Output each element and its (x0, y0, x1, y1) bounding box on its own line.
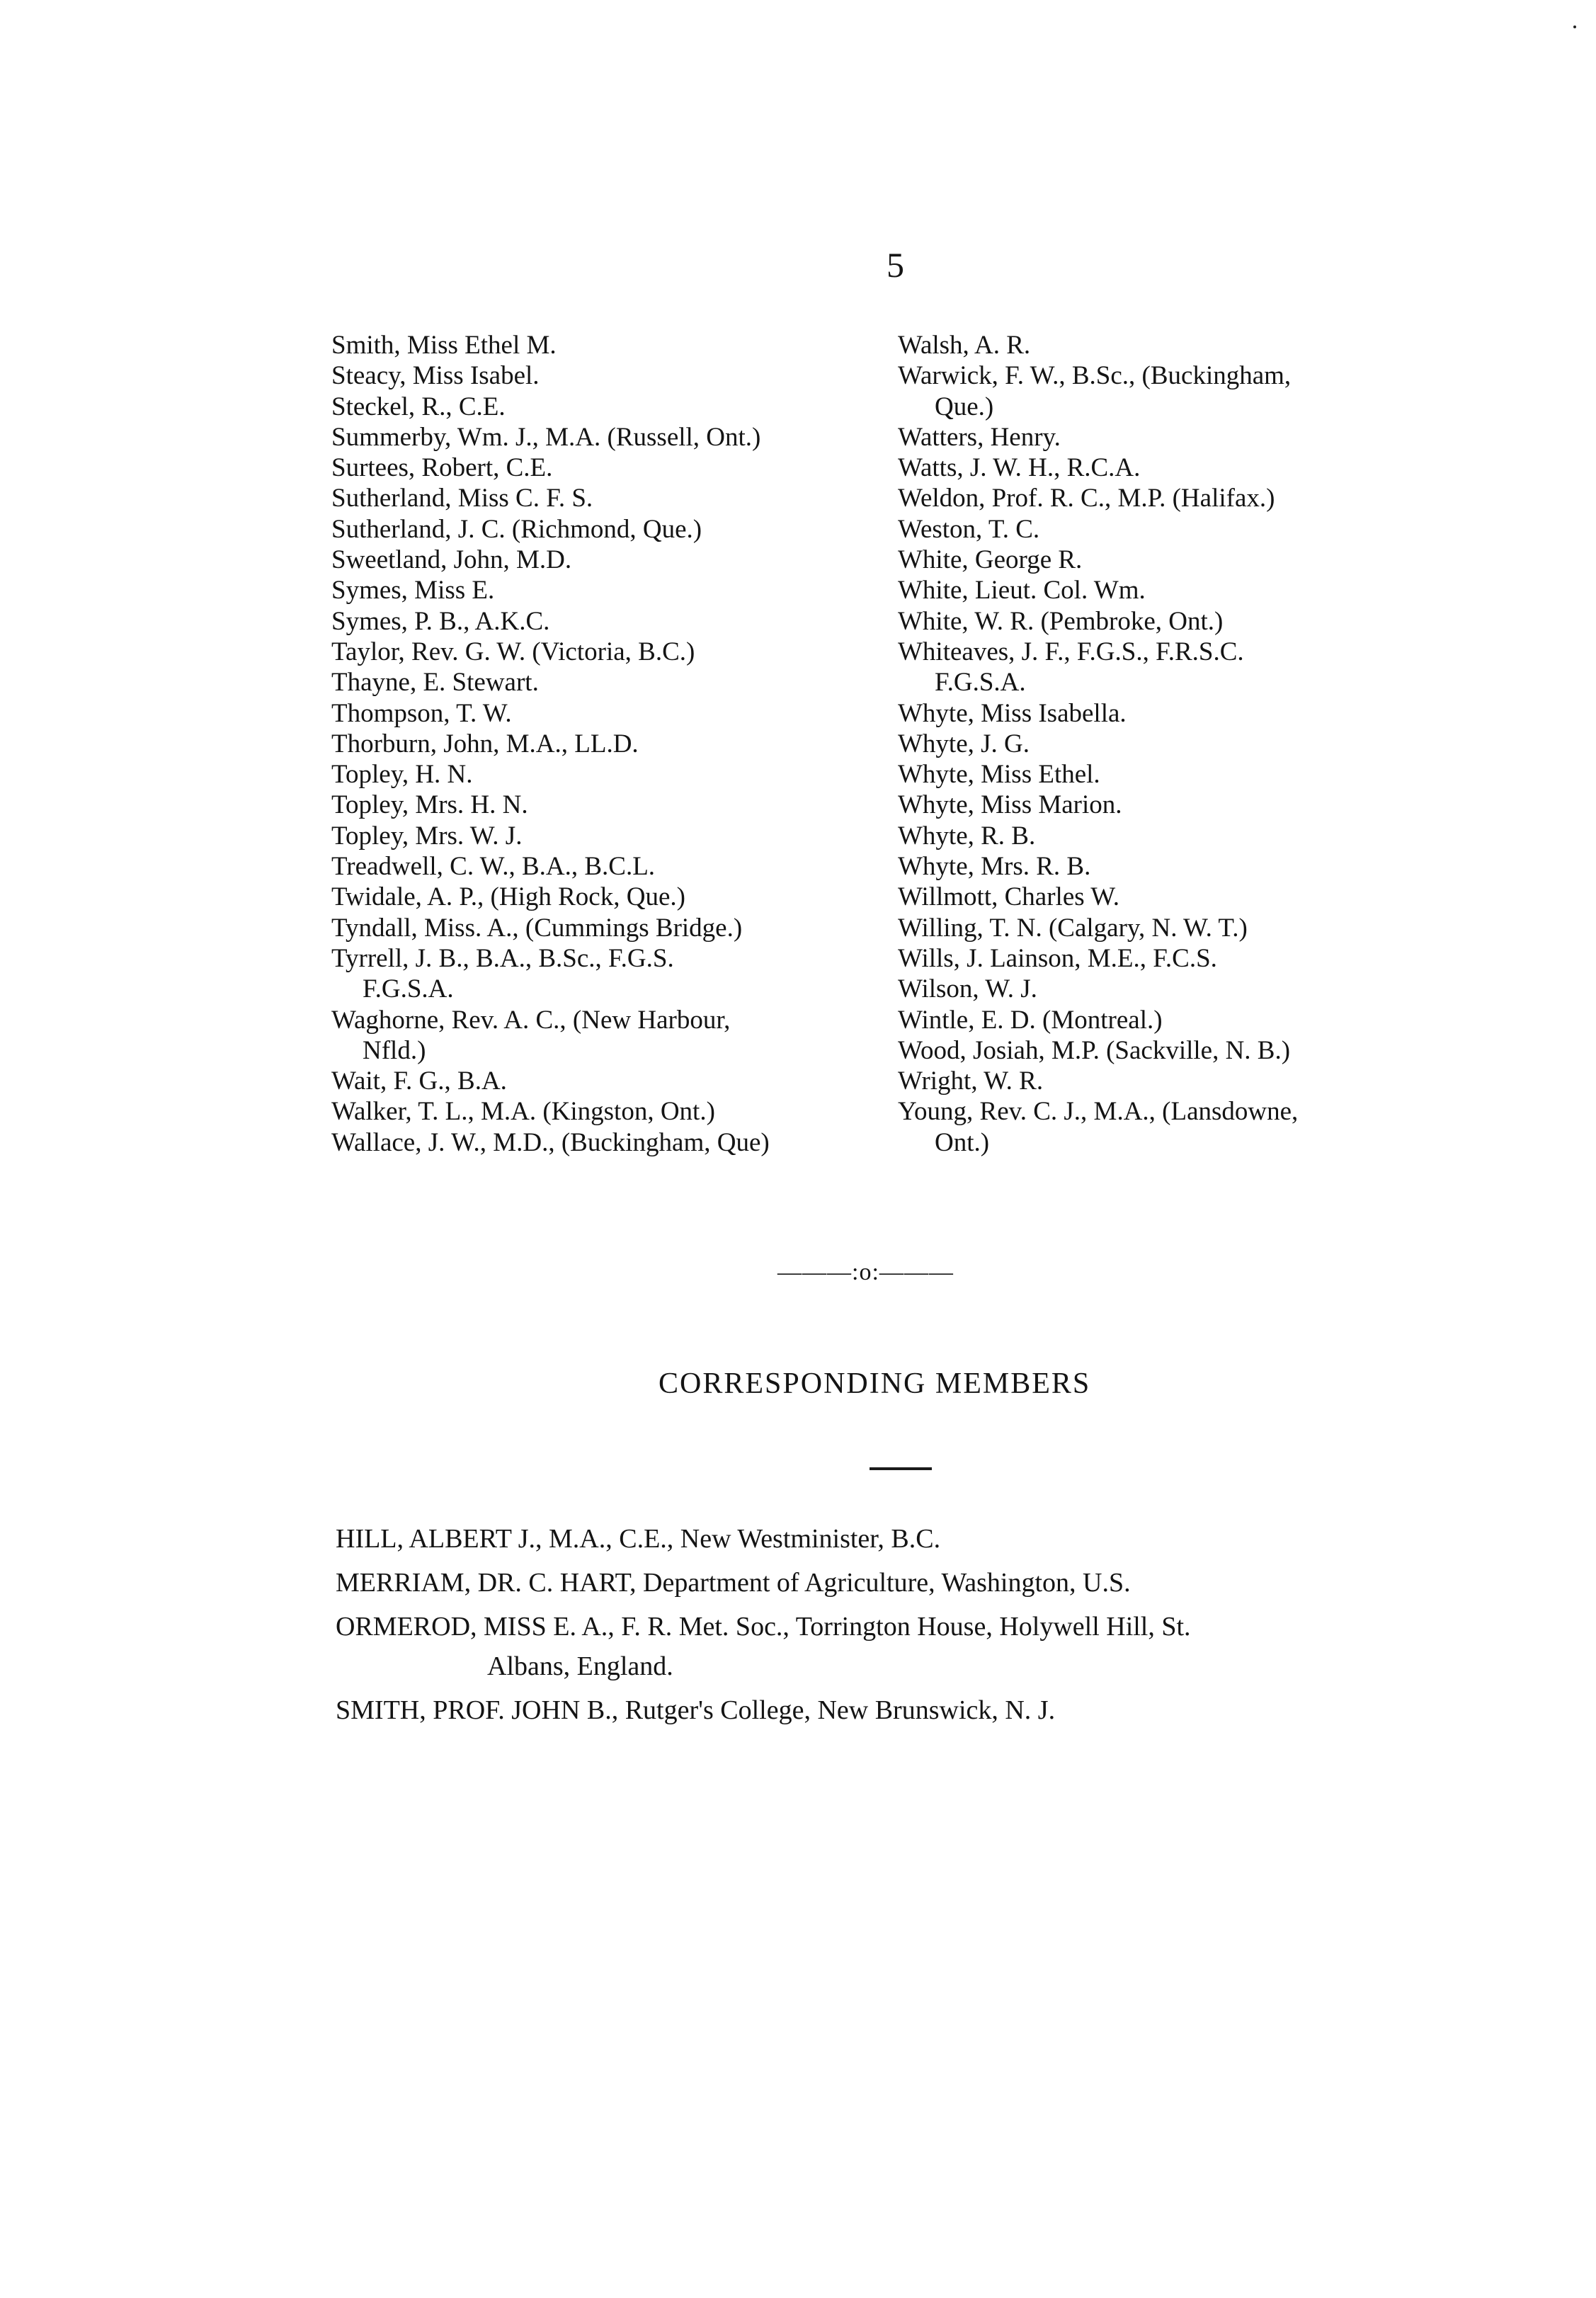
corresponding-member-entry: ORMEROD, MISS E. A., F. R. Met. Soc., Torrington House, Holywell Hill, St. Albans, England. (336, 1607, 1483, 1686)
member-entry: Whyte, J. G. (898, 729, 1030, 758)
member-entry: Whyte, Miss Ethel. (898, 760, 1100, 790)
member-entry: Taylor, Rev. G. W. (Victoria, B.C.) (331, 637, 695, 666)
member-entry: Sutherland, J. C. (Richmond, Que.) (331, 514, 702, 544)
member-entry: Sweetland, John, M.D. (331, 545, 572, 575)
member-entry-continuation: F.G.S.A. (363, 974, 454, 1004)
member-entry-continuation: Nfld.) (363, 1035, 426, 1065)
member-entry-continuation: Que.) (935, 392, 994, 421)
member-entry: Thayne, E. Stewart. (331, 668, 539, 698)
member-entry: Watters, Henry. (898, 422, 1061, 452)
member-entry: Thorburn, John, M.A., LL.D. (331, 729, 639, 758)
member-entry: Symes, P. B., A.K.C. (331, 606, 550, 636)
member-entry: Wilson, W. J. (898, 974, 1037, 1004)
member-entry: Twidale, A. P., (High Rock, Que.) (331, 882, 685, 912)
member-entry: Sutherland, Miss C. F. S. (331, 484, 593, 513)
member-entry: Tyndall, Miss. A., (Cummings Bridge.) (331, 913, 743, 943)
heading-rule (870, 1467, 932, 1470)
member-entry: Warwick, F. W., B.Sc., (Buckingham, Que.) (898, 360, 1486, 422)
member-entry: Walker, T. L., M.A. (Kingston, Ont.) (331, 1097, 715, 1127)
member-entry: Watts, J. W. H., R.C.A. (898, 453, 1141, 483)
member-entry: Wright, W. R. (898, 1066, 1044, 1096)
member-entry: Walsh, A. R. (898, 331, 1031, 360)
member-entry: Whyte, Miss Isabella. (898, 698, 1127, 728)
member-entry: White, George R. (898, 545, 1083, 575)
member-entry-continuation: Ont.) (935, 1127, 990, 1157)
member-entry: Wintle, E. D. (Montreal.) (898, 1005, 1163, 1035)
member-entry: Smith, Miss Ethel M. (331, 331, 557, 360)
member-entry: Weston, T. C. (898, 514, 1040, 544)
corresponding-member-entry: MERRIAM, DR. C. HART, Department of Agriculture, Washington, U.S. (336, 1568, 1131, 1598)
member-entry: Steckel, R., C.E. (331, 392, 506, 421)
corresponding-member-entry: SMITH, PROF. JOHN B., Rutger's College, New Brunswick, N. J. (336, 1695, 1056, 1725)
corresponding-member-entry: HILL, ALBERT J., M.A., C.E., New Westminister, B.C. (336, 1524, 941, 1554)
member-entry: Whiteaves, J. F., F.G.S., F.R.S.C. F.G.S.A. (898, 637, 1486, 698)
member-entry: Surtees, Robert, C.E. (331, 453, 553, 483)
member-entry: Wait, F. G., B.A. (331, 1066, 507, 1096)
section-separator: ———:o:——— (777, 1259, 954, 1285)
member-entry: Willmott, Charles W. (898, 882, 1120, 912)
scan-speck (1573, 25, 1576, 28)
member-entry: White, W. R. (Pembroke, Ont.) (898, 606, 1224, 636)
member-entry-continuation: Albans, England. (487, 1651, 673, 1681)
member-entry: Treadwell, C. W., B.A., B.C.L. (331, 852, 656, 882)
member-list-right-column (898, 330, 1486, 1158)
member-entry: Young, Rev. C. J., M.A., (Lansdowne, Ont.) (898, 1096, 1486, 1158)
member-entry: Topley, Mrs. W. J. (331, 821, 523, 851)
member-entry: Summerby, Wm. J., M.A. (Russell, Ont.) (331, 422, 761, 452)
member-entry: Waghorne, Rev. A. C., (New Harbour, Nfld.) (331, 1005, 891, 1066)
section-heading: CORRESPONDING MEMBERS (659, 1367, 1091, 1400)
member-entry: Wills, J. Lainson, M.E., F.C.S. (898, 943, 1217, 973)
member-entry: Symes, Miss E. (331, 576, 495, 605)
member-entry: Willing, T. N. (Calgary, N. W. T.) (898, 913, 1248, 943)
member-entry: Tyrrell, J. B., B.A., B.Sc., F.G.S. F.G.S.A. (331, 943, 891, 1005)
member-entry: Thompson, T. W. (331, 698, 512, 728)
member-entry: Weldon, Prof. R. C., M.P. (Halifax.) (898, 484, 1275, 513)
member-entry: Whyte, Miss Marion. (898, 790, 1122, 820)
member-entry: Whyte, R. B. (898, 821, 1036, 851)
member-entry: Topley, H. N. (331, 760, 473, 790)
member-entry: Wallace, J. W., M.D., (Buckingham, Que) (331, 1127, 770, 1157)
member-entry-continuation: F.G.S.A. (935, 668, 1026, 698)
member-entry: Steacy, Miss Isabel. (331, 361, 540, 391)
member-entry: White, Lieut. Col. Wm. (898, 576, 1146, 605)
corresponding-members-list (336, 1519, 1483, 1734)
member-entry: Wood, Josiah, M.P. (Sackville, N. B.) (898, 1035, 1291, 1065)
member-entry: Whyte, Mrs. R. B. (898, 852, 1091, 882)
page-number: 5 (887, 245, 904, 285)
member-entry: Topley, Mrs. H. N. (331, 790, 528, 820)
member-list-left-column (331, 330, 891, 1158)
